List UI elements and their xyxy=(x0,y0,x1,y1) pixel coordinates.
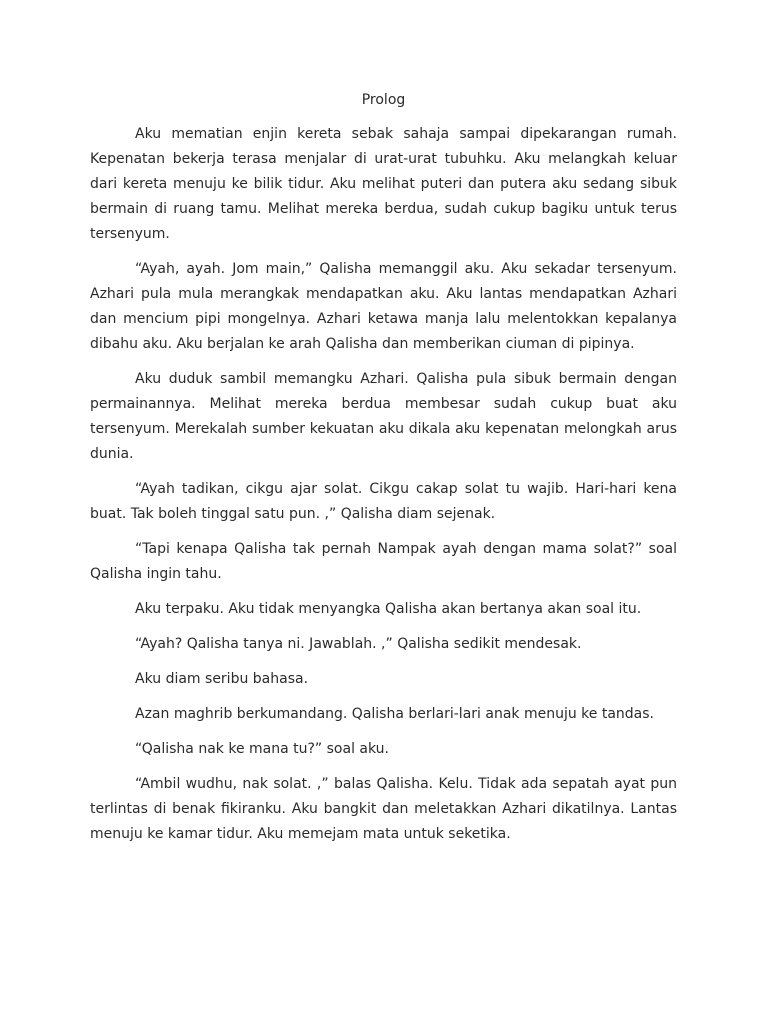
paragraph-10: “Qalisha nak ke mana tu?” soal aku. xyxy=(135,741,389,757)
paragraph-3: Aku duduk sambil memangku Azhari. Qalisha pula sibuk bermain dengan permainannya. Melihat mereka berdua membesar sudah cukup buat aku tersenyum. Merekalah sumber kekuatan aku dikala aku kepenatan melongkah arus dunia. xyxy=(90,371,677,462)
paragraph-2: “Ayah, ayah. Jom main,” Qalisha memanggil aku. Aku sekadar tersenyum. Azhari pula mula merangkak mendapatkan aku. Aku lantas mendapatkan Azhari dan mencium pipi mongelnya. Azhari ketawa manja lalu melentokkan kepalanya dibahu aku. Aku berjalan ke arah Qalisha dan memberikan ciuman di pipinya. xyxy=(90,261,677,352)
document-body xyxy=(90,86,677,857)
paragraph-6: Aku terpaku. Aku tidak menyangka Qalisha akan bertanya akan soal itu. xyxy=(135,601,642,617)
paragraph-5: “Tapi kenapa Qalisha tak pernah Nampak ayah dengan mama solat?” soal Qalisha ingin tahu. xyxy=(90,541,677,582)
paragraph-11: “Ambil wudhu, nak solat. ,” balas Qalisha. Kelu. Tidak ada sepatah ayat pun terlintas di benak fikiranku. Aku bangkit dan meletakkan Azhari dikatilnya. Lantas menuju ke kamar tidur. Aku memejam mata untuk seketika. xyxy=(90,776,677,842)
page-title: Prolog xyxy=(361,92,406,108)
paragraph-9: Azan maghrib berkumandang. Qalisha berlari-lari anak menuju ke tandas. xyxy=(135,706,654,722)
paragraph-8: Aku diam seribu bahasa. xyxy=(135,671,309,687)
paragraph-7: “Ayah? Qalisha tanya ni. Jawablah. ,” Qalisha sedikit mendesak. xyxy=(135,636,582,652)
paragraph-1: Aku mematian enjin kereta sebak sahaja sampai dipekarangan rumah. Kepenatan bekerja terasa menjalar di urat-urat tubuhku. Aku melangkah keluar dari kereta menuju ke bilik tidur. Aku melihat puteri dan putera aku sedang sibuk bermain di ruang tamu. Melihat mereka berdua, sudah cukup bagiku untuk terus tersenyum. xyxy=(90,126,677,242)
paragraph-4: “Ayah tadikan, cikgu ajar solat. Cikgu cakap solat tu wajib. Hari-hari kena buat. Tak boleh tinggal satu pun. ,” Qalisha diam sejenak. xyxy=(90,481,677,522)
